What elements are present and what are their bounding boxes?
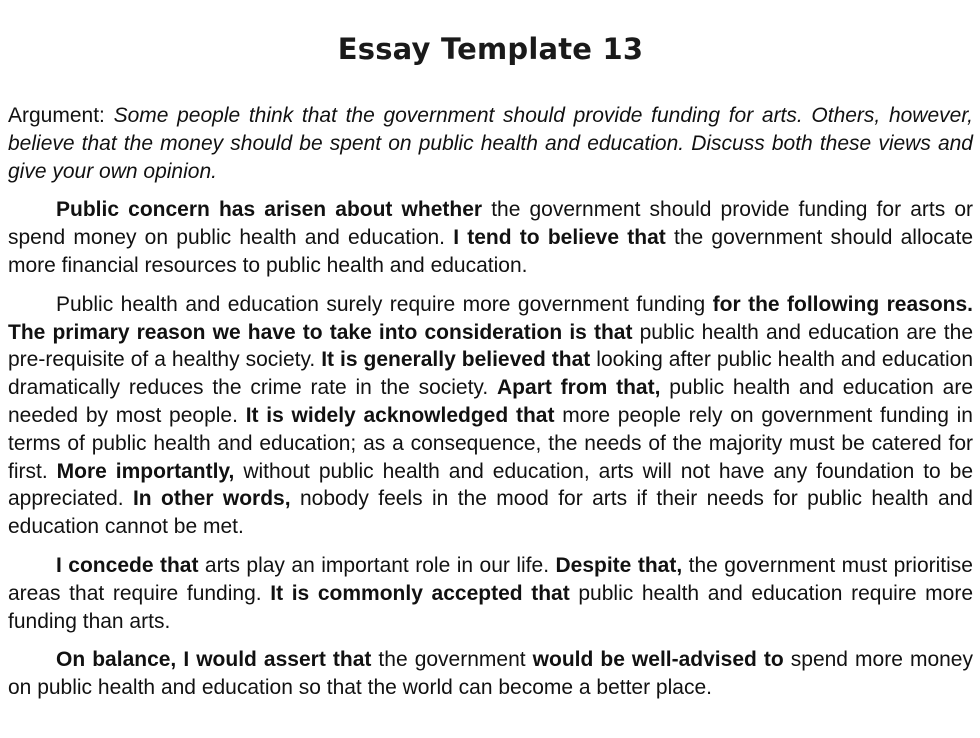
- bold-phrase: On balance, I would assert that: [56, 648, 372, 672]
- essay-title: Essay Template 13: [337, 32, 644, 66]
- text-segment: spend more money on public health and education so that the world can become a better place.: [8, 648, 973, 700]
- body-paragraph: [8, 552, 973, 635]
- text-segment: arts play an important role in our life.: [198, 553, 556, 577]
- text-segment: more people rely on government funding in terms of public health and education; as a consequence, the needs of the majority must be catered for first.: [8, 403, 973, 483]
- argument-paragraph: [8, 102, 973, 185]
- argument-text: Some people think that the government should provide funding for arts. Others, however, believe that the money should be spent on public health and education. Discuss both these views and give your own opinion.: [8, 104, 973, 183]
- text-segment: the government should provide funding for arts or spend money on public health and education.: [8, 198, 973, 250]
- bold-phrase: Despite that,: [555, 553, 683, 577]
- essay-page: [8, 0, 973, 702]
- text-segment: without public health and education, arts will not have any foundation to be appreciated.: [8, 459, 974, 511]
- text-segment: public health and education require more funding than arts.: [8, 581, 973, 633]
- text-segment: public health and education are needed by most people.: [8, 376, 973, 427]
- text-segment: looking after public health and education dramatically reduces the crime rate in the society.: [8, 348, 973, 400]
- bold-phrase: Apart from that,: [497, 376, 661, 400]
- bold-phrase: In other words,: [132, 487, 291, 511]
- bold-phrase: would be well-advised to: [532, 648, 784, 672]
- text-segment: the government: [371, 648, 533, 672]
- bold-phrase: Public concern has arisen about whether: [56, 198, 483, 222]
- bold-phrase: It is widely acknowledged that: [245, 403, 555, 427]
- bold-phrase: for the following reasons. The primary reason we have to take into consideration is that: [8, 292, 973, 344]
- bold-phrase: I tend to believe that: [453, 226, 666, 250]
- text-segment: Public health and education surely require more government funding: [56, 292, 713, 316]
- bold-phrase: It is commonly accepted that: [270, 581, 570, 605]
- text-segment: nobody feels in the mood for arts if their needs for public health and education cannot be met.: [8, 487, 973, 539]
- text-segment: the government must prioritise areas that require funding.: [8, 553, 973, 605]
- bold-phrase: It is generally believed that: [321, 348, 591, 372]
- body-paragraph: [8, 196, 973, 279]
- argument-label: Argument:: [8, 104, 114, 127]
- body-paragraph: [8, 291, 973, 541]
- bold-phrase: More importantly,: [56, 459, 235, 483]
- text-segment: public health and education are the pre-requisite of a healthy society.: [8, 320, 973, 372]
- bold-phrase: I concede that: [56, 553, 199, 577]
- text-segment: the government should allocate more financial resources to public health and education.: [8, 226, 973, 277]
- essay-body: [8, 196, 973, 702]
- body-paragraph: [8, 646, 973, 702]
